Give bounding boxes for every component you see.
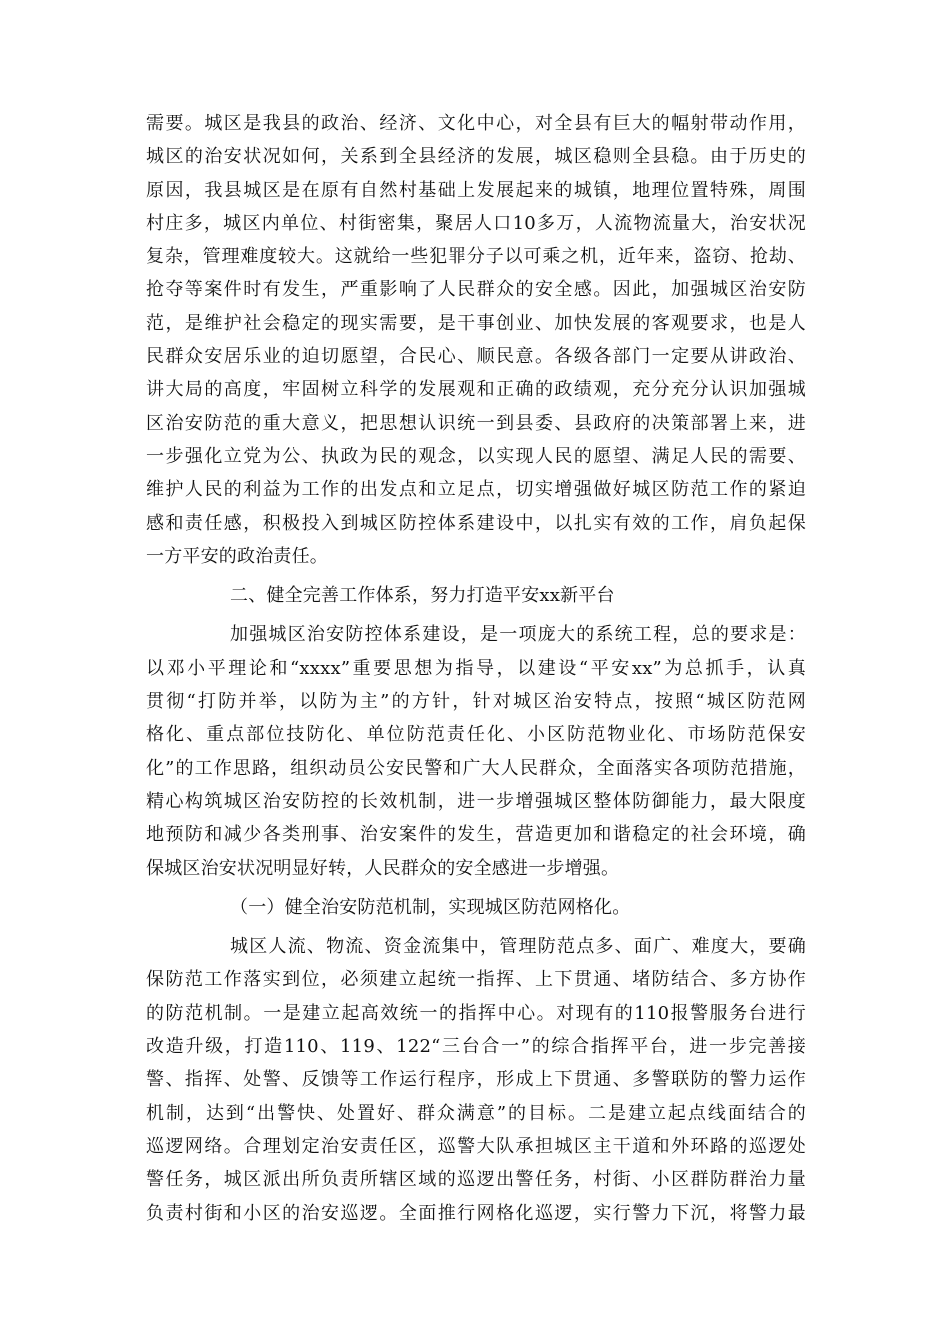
text-line: 贯彻“打防并举，以防为主”的方针，针对城区治安特点，按照“城区防范网 (146, 691, 806, 713)
text-line: 原因，我县城区是在原有自然村基础上发展起来的城镇，地理位置特殊，周围 (146, 179, 806, 201)
text-line: 以邓小平理论和“xxxx”重要思想为指导，以建设“平安xx”为总抓手，认真 (146, 657, 806, 679)
text-line: 复杂，管理难度较大。这就给一些犯罪分子以可乘之机，近年来，盗窃、抢劫、 (146, 246, 806, 268)
text-line: 化”的工作思路，组织动员公安民警和广大人民群众，全面落实各项防范措施， (146, 757, 806, 779)
text-line: 范，是维护社会稳定的现实需要，是干事创业、加快发展的客观要求，也是人 (146, 312, 806, 334)
text-line: 讲大局的高度，牢固树立科学的发展观和正确的政绩观，充分充分认识加强城 (146, 379, 806, 401)
text-line: 维护人民的利益为工作的出发点和立足点，切实增强做好城区防范工作的紧迫 (146, 479, 806, 501)
text-line: 民群众安居乐业的迫切愿望，合民心、顺民意。各级各部门一定要从讲政治、 (146, 346, 806, 368)
text-line: 改造升级，打造110、119、122“三台合一”的综合指挥平台，进一步完善接 (146, 1036, 806, 1058)
body-text (146, 107, 806, 1230)
text-line: 保防范工作落实到位，必须建立起统一指挥、上下贯通、堵防结合、多方协作 (146, 969, 806, 991)
text-line: 巡逻网络。合理划定治安责任区，巡警大队承担城区主干道和外环路的巡逻处 (146, 1135, 806, 1157)
text-line: 抢夺等案件时有发生，严重影响了人民群众的安全感。因此，加强城区治安防 (146, 279, 806, 301)
text-line: 地预防和减少各类刑事、治安案件的发生，营造更加和谐稳定的社会环境，确 (146, 824, 806, 846)
text-line: 城区的治安状况如何，关系到全县经济的发展，城区稳则全县稳。由于历史的 (146, 146, 806, 168)
text-line: 加强城区治安防控体系建设，是一项庞大的系统工程，总的要求是： (230, 624, 806, 646)
text-line: 警任务，城区派出所负责所辖区域的巡逻出警任务，村街、小区群防群治力量 (146, 1169, 806, 1191)
text-line: 区治安防范的重大意义，把思想认识统一到县委、县政府的决策部署上来，进 (146, 412, 806, 434)
text-line: 感和责任感，积极投入到城区防控体系建设中，以扎实有效的工作，肩负起保 (146, 512, 806, 534)
text-line: 城区人流、物流、资金流集中，管理防范点多、面广、难度大，要确 (230, 936, 806, 958)
paragraph (146, 107, 806, 573)
paragraph (146, 618, 806, 884)
text-line: 保城区治安状况明显好转，人民群众的安全感进一步增强。 (146, 857, 620, 879)
text-line: 格化、重点部位技防化、单位防范责任化、小区防范物业化、市场防范保安 (146, 724, 806, 746)
text-line: 需要。城区是我县的政治、经济、文化中心，对全县有巨大的幅射带动作用， (146, 113, 806, 134)
section-heading (146, 579, 806, 612)
text-line: 机制，达到“出警快、处置好、群众满意”的目标。二是建立起点线面结合的 (146, 1102, 806, 1124)
text-line: （一）健全治安防范机制，实现城区防范网格化。 (230, 896, 631, 918)
text-line: 负责村街和小区的治安巡逻。全面推行网格化巡逻，实行警力下沉，将警力最 (146, 1202, 806, 1224)
text-line: 警、指挥、处警、反馈等工作运行程序，形成上下贯通、多警联防的警力运作 (146, 1069, 806, 1091)
paragraph (146, 930, 806, 1230)
text-line: 精心构筑城区治安防控的长效机制，进一步增强城区整体防御能力，最大限度 (146, 790, 806, 812)
section-heading (146, 891, 806, 924)
text-line: 一方平安的政治责任。 (146, 545, 328, 567)
text-line: 村庄多，城区内单位、村街密集，聚居人口10多万，人流物流量大，治安状况 (146, 212, 806, 234)
text-line: 一步强化立党为公、执政为民的观念，以实现人民的愿望、满足人民的需要、 (146, 445, 806, 467)
text-line: 二、健全完善工作体系，努力打造平安xx新平台 (230, 585, 615, 607)
text-line: 的防范机制。一是建立起高效统一的指挥中心。对现有的110报警服务台进行 (146, 1002, 806, 1024)
